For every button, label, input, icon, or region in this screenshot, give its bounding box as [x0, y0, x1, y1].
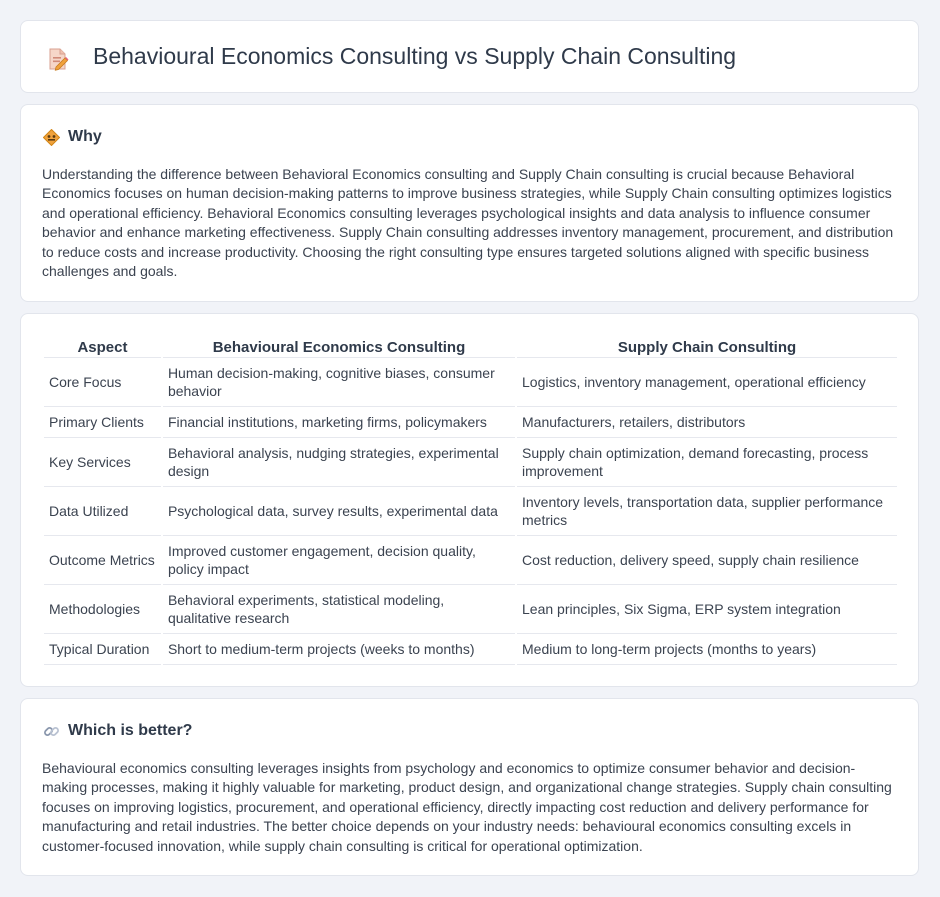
better-section — [20, 698, 919, 876]
row-aspect: Core Focus — [44, 358, 161, 407]
why-paragraph: Understanding the difference between Behavioral Economics consulting and Supply Chain consulting is crucial because Behavioral Economics focuses on human decision-making patterns to improve business strategies, while Supply Chain consulting optimizes logistics and operational efficiency. Behavioral Economics consulting leverages psychological insights and data analysis to influence consumer behavior and enhance marketing effectiveness. Supply Chain consulting addresses inventory management, procurement, and distribution to reduce costs and increase productivity. Choosing the right consulting type ensures targeted solutions aligned with specific business challenges and goals. — [42, 166, 894, 280]
table-row — [44, 358, 897, 407]
table-row — [44, 634, 897, 665]
row-supply-chain: Logistics, inventory management, operational efficiency — [517, 358, 897, 407]
row-supply-chain: Cost reduction, delivery speed, supply chain resilience — [517, 536, 897, 585]
comparison-table — [42, 335, 899, 665]
row-aspect: Typical Duration — [44, 634, 161, 665]
row-behavioural: Financial institutions, marketing firms, policymakers — [163, 407, 515, 438]
comparison-section — [20, 313, 919, 687]
table-row — [44, 438, 897, 487]
header-supply-chain: Supply Chain Consulting — [517, 335, 897, 358]
row-aspect: Primary Clients — [44, 407, 161, 438]
table-row — [44, 536, 897, 585]
why-heading-text: Why — [68, 128, 102, 145]
row-behavioural: Improved customer engagement, decision quality, policy impact — [163, 536, 515, 585]
row-behavioural: Behavioral experiments, statistical modeling, qualitative research — [163, 585, 515, 634]
better-heading — [43, 720, 192, 742]
row-aspect: Data Utilized — [44, 487, 161, 536]
row-aspect: Methodologies — [44, 585, 161, 634]
row-aspect: Outcome Metrics — [44, 536, 161, 585]
why-heading — [43, 126, 102, 148]
row-supply-chain: Supply chain optimization, demand forecasting, process improvement — [517, 438, 897, 487]
title-card — [20, 20, 919, 93]
row-behavioural: Behavioral analysis, nudging strategies, experimental design — [163, 438, 515, 487]
header-behavioural: Behavioural Economics Consulting — [163, 335, 515, 358]
row-behavioural: Psychological data, survey results, experimental data — [163, 487, 515, 536]
row-supply-chain: Inventory levels, transportation data, supplier performance metrics — [517, 487, 897, 536]
table-row — [44, 487, 897, 536]
diamond-sign-icon — [43, 129, 60, 146]
better-heading-text: Which is better? — [68, 722, 193, 739]
page-title: Behavioural Economics Consulting vs Supply Chain Consulting — [93, 43, 737, 69]
row-supply-chain: Manufacturers, retailers, distributors — [517, 407, 897, 438]
table-header-row — [44, 335, 897, 358]
header-aspect: Aspect — [44, 335, 161, 358]
table-row — [44, 407, 897, 438]
link-icon — [43, 723, 60, 740]
row-supply-chain: Medium to long-term projects (months to years) — [517, 634, 897, 665]
row-behavioural: Human decision-making, cognitive biases, consumer behavior — [163, 358, 515, 407]
better-paragraph: Behavioural economics consulting leverages insights from psychology and economics to optimize consumer behavior and decision-making processes, making it highly valuable for marketing, product design, and organizational change strategies. Supply chain consulting focuses on improving logistics, procurement, and operational efficiency, directly impacting cost reduction and delivery performance for manufacturing and retail industries. The better choice depends on your industry needs: behavioural economics consulting excels in customer-focused innovation, while supply chain consulting is critical for operational optimization. — [42, 760, 892, 854]
row-aspect: Key Services — [44, 438, 161, 487]
why-section — [20, 104, 919, 302]
document-pencil-icon — [47, 47, 69, 71]
row-supply-chain: Lean principles, Six Sigma, ERP system integration — [517, 585, 897, 634]
table-row — [44, 585, 897, 634]
row-behavioural: Short to medium-term projects (weeks to months) — [163, 634, 515, 665]
